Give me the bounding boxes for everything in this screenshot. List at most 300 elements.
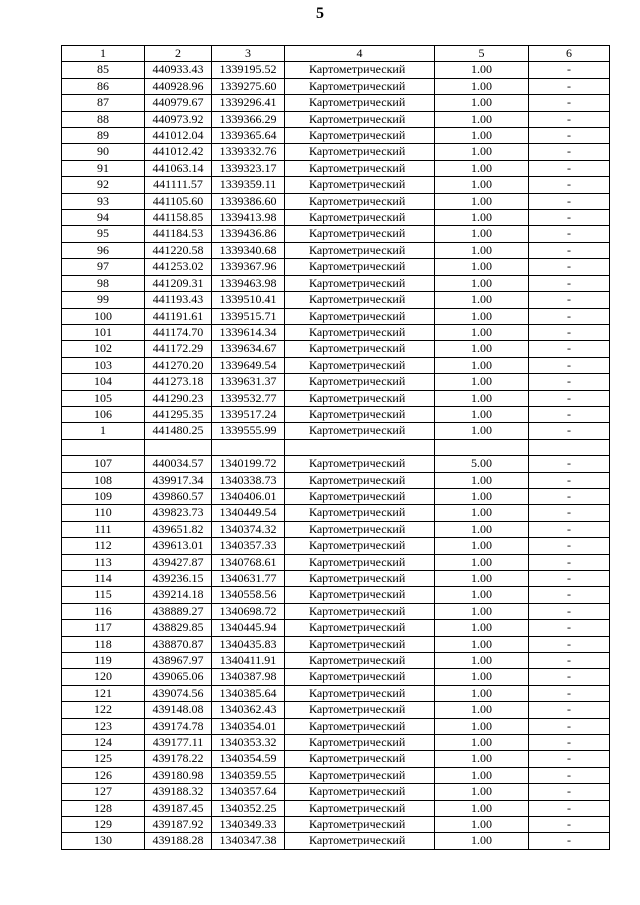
y-coordinate-cell: 1340385.64 <box>212 685 285 701</box>
table-row <box>62 653 610 669</box>
y-coordinate-cell: 1340631.77 <box>212 570 285 586</box>
x-coordinate-cell: 439074.56 <box>145 685 212 701</box>
x-coordinate-cell: 439174.78 <box>145 718 212 734</box>
note-cell: - <box>529 78 610 94</box>
accuracy-cell: 1.00 <box>435 751 529 767</box>
point-number-cell: 92 <box>62 177 145 193</box>
method-cell: Картометрический <box>285 735 435 751</box>
note-cell: - <box>529 817 610 833</box>
method-cell: Картометрический <box>285 308 435 324</box>
y-coordinate-cell: 1340352.25 <box>212 800 285 816</box>
method-cell: Картометрический <box>285 374 435 390</box>
accuracy-cell: 1.00 <box>435 718 529 734</box>
y-coordinate-cell: 1340558.56 <box>212 587 285 603</box>
y-coordinate-cell: 1340349.33 <box>212 817 285 833</box>
note-cell: - <box>529 292 610 308</box>
method-cell: Картометрический <box>285 95 435 111</box>
note-cell: - <box>529 259 610 275</box>
note-cell: - <box>529 95 610 111</box>
table-row <box>62 570 610 586</box>
accuracy-cell: 1.00 <box>435 472 529 488</box>
point-number-cell: 100 <box>62 308 145 324</box>
y-coordinate-cell: 1340374.32 <box>212 521 285 537</box>
table-row <box>62 669 610 685</box>
point-number-cell: 111 <box>62 521 145 537</box>
table-row <box>62 702 610 718</box>
header-cell: 4 <box>285 46 435 62</box>
note-cell: - <box>529 144 610 160</box>
accuracy-cell: 1.00 <box>435 817 529 833</box>
y-coordinate-cell: 1339296.41 <box>212 95 285 111</box>
note-cell: - <box>529 242 610 258</box>
note-cell: - <box>529 390 610 406</box>
table-row <box>62 488 610 504</box>
note-cell: - <box>529 620 610 636</box>
method-cell: Картометрический <box>285 78 435 94</box>
method-cell: Картометрический <box>285 521 435 537</box>
table-row <box>62 472 610 488</box>
header-cell: 1 <box>62 46 145 62</box>
accuracy-cell: 1.00 <box>435 292 529 308</box>
y-coordinate-cell: 1339366.29 <box>212 111 285 127</box>
x-coordinate-cell: 440034.57 <box>145 456 212 472</box>
accuracy-cell: 1.00 <box>435 603 529 619</box>
x-coordinate-cell: 441480.25 <box>145 423 212 439</box>
x-coordinate-cell: 441253.02 <box>145 259 212 275</box>
point-number-cell: 115 <box>62 587 145 603</box>
y-coordinate-cell: 1339195.52 <box>212 62 285 78</box>
table-row <box>62 275 610 291</box>
method-cell: Картометрический <box>285 751 435 767</box>
note-cell: - <box>529 702 610 718</box>
table-row <box>62 128 610 144</box>
note-cell: - <box>529 669 610 685</box>
method-cell: Картометрический <box>285 488 435 504</box>
table-row <box>62 751 610 767</box>
table-row <box>62 160 610 176</box>
note-cell: - <box>529 472 610 488</box>
x-coordinate-cell: 439860.57 <box>145 488 212 504</box>
method-cell: Картометрический <box>285 128 435 144</box>
point-number-cell: 95 <box>62 226 145 242</box>
x-coordinate-cell: 438967.97 <box>145 653 212 669</box>
point-number-cell: 85 <box>62 62 145 78</box>
y-coordinate-cell: 1340411.91 <box>212 653 285 669</box>
accuracy-cell: 1.00 <box>435 669 529 685</box>
note-cell: - <box>529 406 610 422</box>
accuracy-cell: 1.00 <box>435 423 529 439</box>
point-number-cell: 87 <box>62 95 145 111</box>
accuracy-cell: 1.00 <box>435 488 529 504</box>
y-coordinate-cell: 1340387.98 <box>212 669 285 685</box>
accuracy-cell: 1.00 <box>435 735 529 751</box>
x-coordinate-cell: 441295.35 <box>145 406 212 422</box>
method-cell: Картометрический <box>285 456 435 472</box>
x-coordinate-cell: 439188.28 <box>145 833 212 849</box>
accuracy-cell: 1.00 <box>435 406 529 422</box>
note-cell: - <box>529 554 610 570</box>
y-coordinate-cell: 1339463.98 <box>212 275 285 291</box>
y-coordinate-cell: 1340338.73 <box>212 472 285 488</box>
table-row <box>62 587 610 603</box>
method-cell: Картометрический <box>285 685 435 701</box>
y-coordinate-cell: 1339614.34 <box>212 324 285 340</box>
point-number-cell: 1 <box>62 423 145 439</box>
accuracy-cell: 1.00 <box>435 95 529 111</box>
table-row <box>62 620 610 636</box>
x-coordinate-cell: 439178.22 <box>145 751 212 767</box>
note-cell: - <box>529 374 610 390</box>
accuracy-cell: 1.00 <box>435 767 529 783</box>
y-coordinate-cell: 1339323.17 <box>212 160 285 176</box>
accuracy-cell: 1.00 <box>435 702 529 718</box>
table-row <box>62 78 610 94</box>
table-row <box>62 210 610 226</box>
y-coordinate-cell: 1339631.37 <box>212 374 285 390</box>
method-cell: Картометрический <box>285 538 435 554</box>
accuracy-cell: 1.00 <box>435 226 529 242</box>
method-cell: Картометрический <box>285 259 435 275</box>
x-coordinate-cell: 441158.85 <box>145 210 212 226</box>
point-number-cell: 91 <box>62 160 145 176</box>
empty-cell <box>145 439 212 455</box>
separator-row <box>62 439 610 455</box>
note-cell: - <box>529 833 610 849</box>
note-cell: - <box>529 751 610 767</box>
x-coordinate-cell: 439148.08 <box>145 702 212 718</box>
y-coordinate-cell: 1339365.64 <box>212 128 285 144</box>
x-coordinate-cell: 440973.92 <box>145 111 212 127</box>
table-row <box>62 784 610 800</box>
note-cell: - <box>529 587 610 603</box>
point-number-cell: 113 <box>62 554 145 570</box>
y-coordinate-cell: 1340362.43 <box>212 702 285 718</box>
method-cell: Картометрический <box>285 800 435 816</box>
method-cell: Картометрический <box>285 210 435 226</box>
table-row <box>62 636 610 652</box>
x-coordinate-cell: 440928.96 <box>145 78 212 94</box>
x-coordinate-cell: 439917.34 <box>145 472 212 488</box>
note-cell: - <box>529 226 610 242</box>
accuracy-cell: 1.00 <box>435 160 529 176</box>
note-cell: - <box>529 193 610 209</box>
note-cell: - <box>529 488 610 504</box>
method-cell: Картометрический <box>285 669 435 685</box>
table-row <box>62 374 610 390</box>
y-coordinate-cell: 1340357.64 <box>212 784 285 800</box>
x-coordinate-cell: 441209.31 <box>145 275 212 291</box>
method-cell: Картометрический <box>285 817 435 833</box>
y-coordinate-cell: 1339515.71 <box>212 308 285 324</box>
method-cell: Картометрический <box>285 111 435 127</box>
method-cell: Картометрический <box>285 341 435 357</box>
y-coordinate-cell: 1339275.60 <box>212 78 285 94</box>
y-coordinate-cell: 1340449.54 <box>212 505 285 521</box>
header-cell: 2 <box>145 46 212 62</box>
table-row <box>62 505 610 521</box>
point-number-cell: 99 <box>62 292 145 308</box>
method-cell: Картометрический <box>285 324 435 340</box>
x-coordinate-cell: 441220.58 <box>145 242 212 258</box>
table-row <box>62 193 610 209</box>
empty-cell <box>212 439 285 455</box>
table-row <box>62 685 610 701</box>
point-number-cell: 116 <box>62 603 145 619</box>
accuracy-cell: 1.00 <box>435 784 529 800</box>
x-coordinate-cell: 439427.87 <box>145 554 212 570</box>
point-number-cell: 123 <box>62 718 145 734</box>
method-cell: Картометрический <box>285 177 435 193</box>
note-cell: - <box>529 128 610 144</box>
table-row <box>62 259 610 275</box>
method-cell: Картометрический <box>285 554 435 570</box>
point-number-cell: 117 <box>62 620 145 636</box>
x-coordinate-cell: 441273.18 <box>145 374 212 390</box>
accuracy-cell: 1.00 <box>435 554 529 570</box>
accuracy-cell: 1.00 <box>435 570 529 586</box>
accuracy-cell: 1.00 <box>435 242 529 258</box>
method-cell: Картометрический <box>285 275 435 291</box>
empty-cell <box>62 439 145 455</box>
y-coordinate-cell: 1339359.11 <box>212 177 285 193</box>
method-cell: Картометрический <box>285 226 435 242</box>
point-number-cell: 104 <box>62 374 145 390</box>
method-cell: Картометрический <box>285 292 435 308</box>
point-number-cell: 88 <box>62 111 145 127</box>
y-coordinate-cell: 1340445.94 <box>212 620 285 636</box>
x-coordinate-cell: 441063.14 <box>145 160 212 176</box>
table-header-row <box>62 46 610 62</box>
note-cell: - <box>529 636 610 652</box>
table-row <box>62 111 610 127</box>
y-coordinate-cell: 1339517.24 <box>212 406 285 422</box>
accuracy-cell: 1.00 <box>435 275 529 291</box>
point-number-cell: 101 <box>62 324 145 340</box>
accuracy-cell: 1.00 <box>435 636 529 652</box>
table-row <box>62 406 610 422</box>
point-number-cell: 102 <box>62 341 145 357</box>
point-number-cell: 90 <box>62 144 145 160</box>
accuracy-cell: 1.00 <box>435 620 529 636</box>
page-number: 5 <box>316 5 324 22</box>
x-coordinate-cell: 439187.45 <box>145 800 212 816</box>
y-coordinate-cell: 1340199.72 <box>212 456 285 472</box>
accuracy-cell: 1.00 <box>435 308 529 324</box>
point-number-cell: 114 <box>62 570 145 586</box>
point-number-cell: 130 <box>62 833 145 849</box>
point-number-cell: 127 <box>62 784 145 800</box>
note-cell: - <box>529 685 610 701</box>
x-coordinate-cell: 439823.73 <box>145 505 212 521</box>
note-cell: - <box>529 570 610 586</box>
note-cell: - <box>529 341 610 357</box>
accuracy-cell: 1.00 <box>435 259 529 275</box>
accuracy-cell: 1.00 <box>435 210 529 226</box>
note-cell: - <box>529 800 610 816</box>
point-number-cell: 105 <box>62 390 145 406</box>
table-row <box>62 292 610 308</box>
table-row <box>62 357 610 373</box>
x-coordinate-cell: 441111.57 <box>145 177 212 193</box>
x-coordinate-cell: 439065.06 <box>145 669 212 685</box>
x-coordinate-cell: 439187.92 <box>145 817 212 833</box>
table-row <box>62 800 610 816</box>
coordinates-table <box>61 45 610 850</box>
x-coordinate-cell: 438889.27 <box>145 603 212 619</box>
accuracy-cell: 1.00 <box>435 685 529 701</box>
accuracy-cell: 1.00 <box>435 374 529 390</box>
y-coordinate-cell: 1339555.99 <box>212 423 285 439</box>
point-number-cell: 103 <box>62 357 145 373</box>
y-coordinate-cell: 1339340.68 <box>212 242 285 258</box>
y-coordinate-cell: 1340435.83 <box>212 636 285 652</box>
y-coordinate-cell: 1339386.60 <box>212 193 285 209</box>
note-cell: - <box>529 177 610 193</box>
method-cell: Картометрический <box>285 587 435 603</box>
note-cell: - <box>529 653 610 669</box>
y-coordinate-cell: 1340768.61 <box>212 554 285 570</box>
accuracy-cell: 1.00 <box>435 505 529 521</box>
x-coordinate-cell: 438870.87 <box>145 636 212 652</box>
x-coordinate-cell: 441193.43 <box>145 292 212 308</box>
y-coordinate-cell: 1339510.41 <box>212 292 285 308</box>
method-cell: Картометрический <box>285 620 435 636</box>
note-cell: - <box>529 784 610 800</box>
point-number-cell: 118 <box>62 636 145 652</box>
note-cell: - <box>529 357 610 373</box>
y-coordinate-cell: 1339436.86 <box>212 226 285 242</box>
method-cell: Картометрический <box>285 160 435 176</box>
table-row <box>62 456 610 472</box>
method-cell: Картометрический <box>285 603 435 619</box>
y-coordinate-cell: 1340406.01 <box>212 488 285 504</box>
method-cell: Картометрический <box>285 767 435 783</box>
accuracy-cell: 1.00 <box>435 521 529 537</box>
x-coordinate-cell: 440979.67 <box>145 95 212 111</box>
point-number-cell: 129 <box>62 817 145 833</box>
note-cell: - <box>529 275 610 291</box>
table-row <box>62 603 610 619</box>
point-number-cell: 96 <box>62 242 145 258</box>
note-cell: - <box>529 456 610 472</box>
accuracy-cell: 1.00 <box>435 800 529 816</box>
point-number-cell: 86 <box>62 78 145 94</box>
note-cell: - <box>529 603 610 619</box>
note-cell: - <box>529 735 610 751</box>
method-cell: Картометрический <box>285 472 435 488</box>
table-row <box>62 308 610 324</box>
table-row <box>62 423 610 439</box>
y-coordinate-cell: 1339332.76 <box>212 144 285 160</box>
x-coordinate-cell: 440933.43 <box>145 62 212 78</box>
point-number-cell: 112 <box>62 538 145 554</box>
x-coordinate-cell: 441105.60 <box>145 193 212 209</box>
header-cell: 6 <box>529 46 610 62</box>
method-cell: Картометрический <box>285 653 435 669</box>
accuracy-cell: 1.00 <box>435 538 529 554</box>
accuracy-cell: 1.00 <box>435 833 529 849</box>
point-number-cell: 106 <box>62 406 145 422</box>
method-cell: Картометрический <box>285 144 435 160</box>
table-row <box>62 554 610 570</box>
point-number-cell: 109 <box>62 488 145 504</box>
y-coordinate-cell: 1340353.32 <box>212 735 285 751</box>
x-coordinate-cell: 439214.18 <box>145 587 212 603</box>
table-row <box>62 521 610 537</box>
accuracy-cell: 1.00 <box>435 390 529 406</box>
table-row <box>62 324 610 340</box>
x-coordinate-cell: 441191.61 <box>145 308 212 324</box>
x-coordinate-cell: 439613.01 <box>145 538 212 554</box>
y-coordinate-cell: 1340359.55 <box>212 767 285 783</box>
accuracy-cell: 1.00 <box>435 128 529 144</box>
method-cell: Картометрический <box>285 702 435 718</box>
y-coordinate-cell: 1340354.01 <box>212 718 285 734</box>
accuracy-cell: 1.00 <box>435 653 529 669</box>
x-coordinate-cell: 441184.53 <box>145 226 212 242</box>
y-coordinate-cell: 1339367.96 <box>212 259 285 275</box>
table-body <box>62 46 610 850</box>
note-cell: - <box>529 505 610 521</box>
note-cell: - <box>529 210 610 226</box>
x-coordinate-cell: 439177.11 <box>145 735 212 751</box>
table-row <box>62 242 610 258</box>
y-coordinate-cell: 1340347.38 <box>212 833 285 849</box>
point-number-cell: 124 <box>62 735 145 751</box>
method-cell: Картометрический <box>285 505 435 521</box>
point-number-cell: 93 <box>62 193 145 209</box>
y-coordinate-cell: 1340354.59 <box>212 751 285 767</box>
table-row <box>62 767 610 783</box>
x-coordinate-cell: 441172.29 <box>145 341 212 357</box>
header-cell: 3 <box>212 46 285 62</box>
table-row <box>62 538 610 554</box>
accuracy-cell: 1.00 <box>435 341 529 357</box>
accuracy-cell: 1.00 <box>435 144 529 160</box>
y-coordinate-cell: 1339649.54 <box>212 357 285 373</box>
y-coordinate-cell: 1339413.98 <box>212 210 285 226</box>
table-row <box>62 144 610 160</box>
method-cell: Картометрический <box>285 718 435 734</box>
note-cell: - <box>529 521 610 537</box>
method-cell: Картометрический <box>285 570 435 586</box>
x-coordinate-cell: 439188.32 <box>145 784 212 800</box>
table-row <box>62 817 610 833</box>
point-number-cell: 120 <box>62 669 145 685</box>
point-number-cell: 108 <box>62 472 145 488</box>
accuracy-cell: 1.00 <box>435 357 529 373</box>
table-row <box>62 735 610 751</box>
y-coordinate-cell: 1340698.72 <box>212 603 285 619</box>
note-cell: - <box>529 111 610 127</box>
x-coordinate-cell: 439651.82 <box>145 521 212 537</box>
x-coordinate-cell: 441012.04 <box>145 128 212 144</box>
x-coordinate-cell: 439236.15 <box>145 570 212 586</box>
x-coordinate-cell: 441174.70 <box>145 324 212 340</box>
accuracy-cell: 1.00 <box>435 111 529 127</box>
note-cell: - <box>529 324 610 340</box>
point-number-cell: 98 <box>62 275 145 291</box>
note-cell: - <box>529 62 610 78</box>
note-cell: - <box>529 423 610 439</box>
empty-cell <box>529 439 610 455</box>
y-coordinate-cell: 1340357.33 <box>212 538 285 554</box>
x-coordinate-cell: 438829.85 <box>145 620 212 636</box>
y-coordinate-cell: 1339532.77 <box>212 390 285 406</box>
accuracy-cell: 5.00 <box>435 456 529 472</box>
method-cell: Картометрический <box>285 62 435 78</box>
y-coordinate-cell: 1339634.67 <box>212 341 285 357</box>
